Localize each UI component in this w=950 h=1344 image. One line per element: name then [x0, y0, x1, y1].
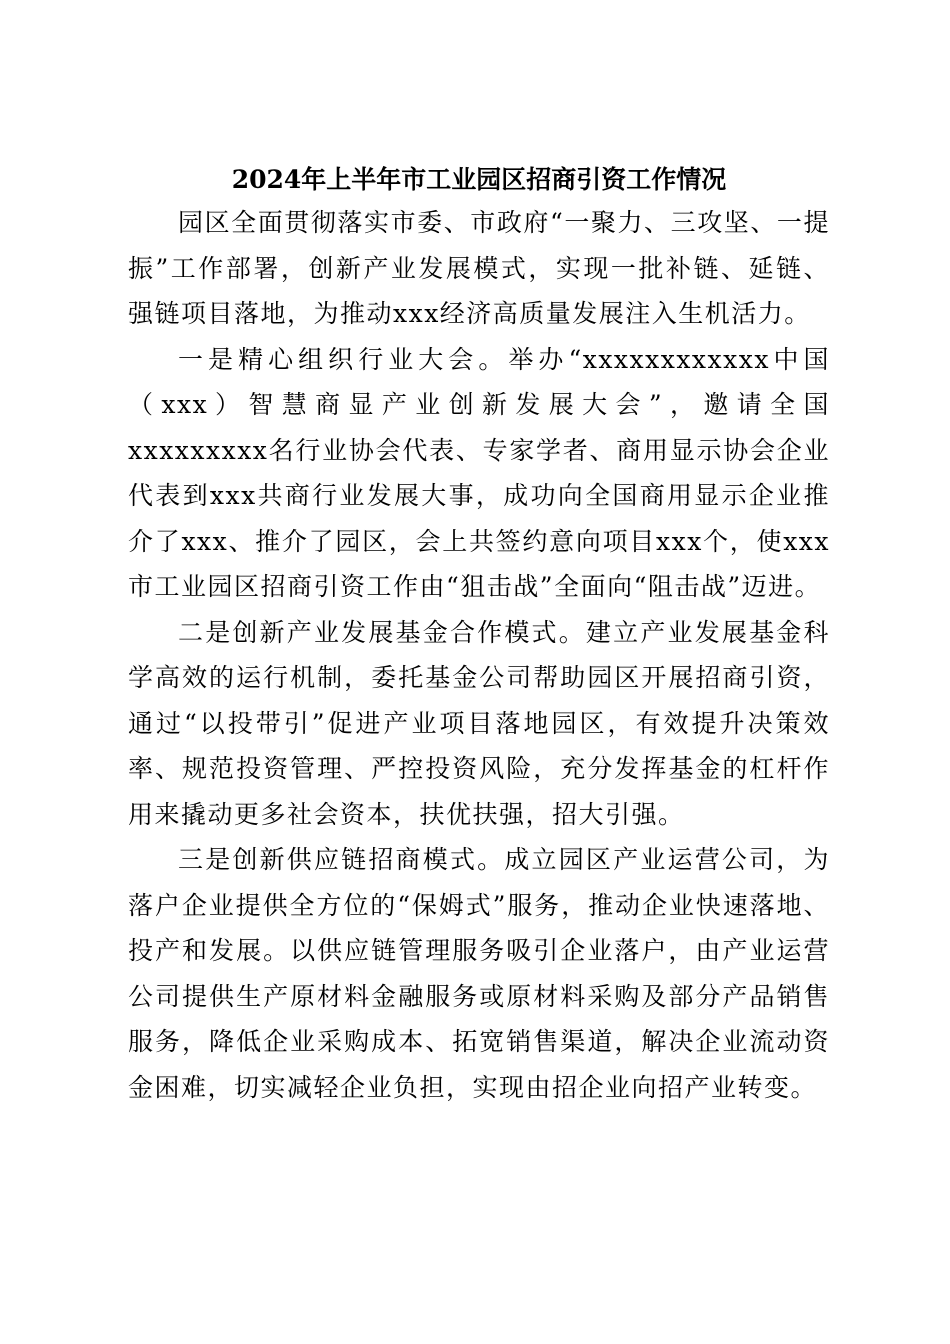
document-title: 2024年上半年市工业园区招商引资工作情况	[231, 165, 727, 194]
paragraph-industry-conference: 一是精心组织行业大会。举办“xxxxxxxxxxxx中国（xxx）智慧商显产业创新发展大会”，邀请全国xxxxxxxxx名行业协会代表、专家学者、商用显示协会企业代表到xxx共商行业发展大事，成功向全国商用显示企业推介了xxx、推介了园区，会上共签约意向项目xxx个，使xxx市工业园区招商引资工作由“狙击战”全面向“阻击战”迈进。	[128, 344, 830, 601]
paragraph-supply-chain: 三是创新供应链招商模式。成立园区产业运营公司，为落户企业提供全方位的“保姆式”服务，推动企业快速落地、投产和发展。以供应链管理服务吸引企业落户，由产业运营公司提供生产原材料金融服务或原材料采购及部分产品销售服务，降低企业采购成本、拓宽销售渠道，解决企业流动资金困难，切实减轻企业负担，实现由招企业向招产业转变。	[128, 845, 830, 1102]
document-body	[128, 160, 830, 1110]
intro-paragraph: 园区全面贯彻落实市委、市政府“一聚力、三攻坚、一提振”工作部署，创新产业发展模式，实现一批补链、延链、强链项目落地，为推动xxx经济高质量发展注入生机活力。	[128, 208, 830, 328]
paragraph-development-fund: 二是创新产业发展基金合作模式。建立产业发展基金科学高效的运行机制，委托基金公司帮助园区开展招商引资，通过“以投带引”促进产业项目落地园区，有效提升决策效率、规范投资管理、严控投资风险，充分发挥基金的杠杆作用来撬动更多社会资本，扶优扶强，招大引强。	[128, 617, 830, 829]
